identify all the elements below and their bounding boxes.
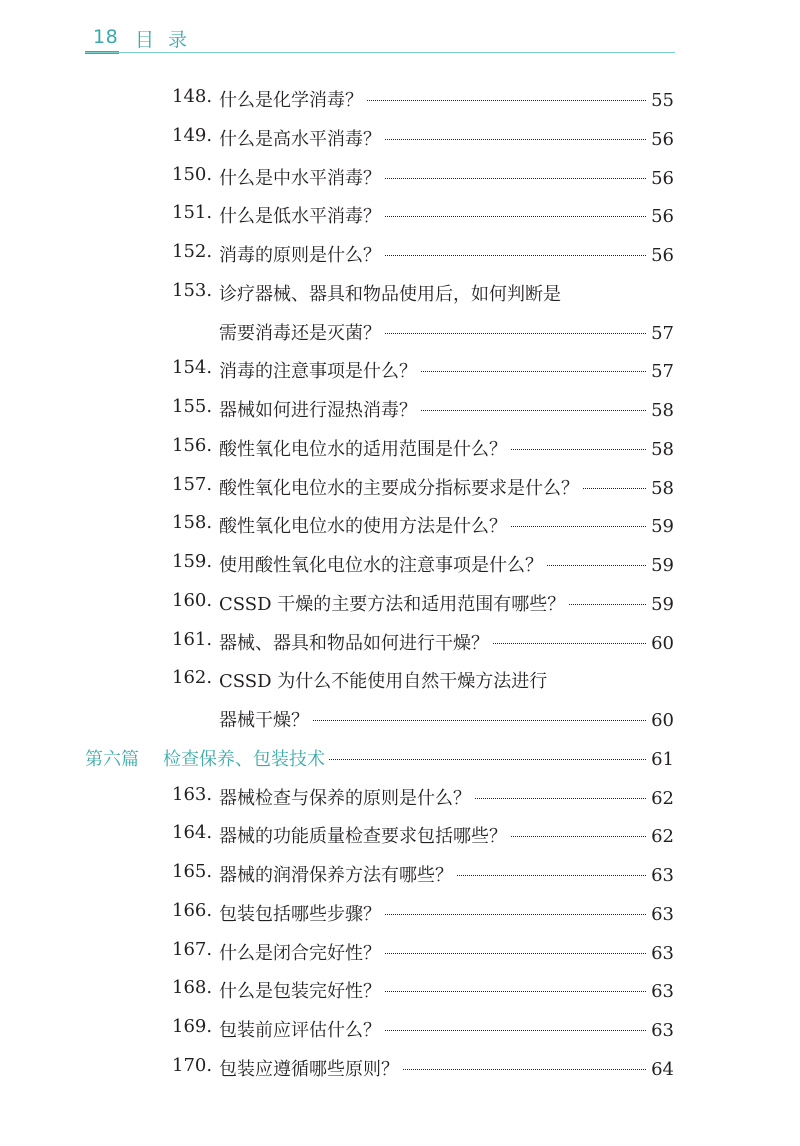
entry-page: 59 <box>651 516 674 538</box>
dot-leader <box>329 759 646 760</box>
header-title: 目录 <box>135 29 202 51</box>
toc-entry <box>0 390 800 429</box>
dot-leader <box>403 1069 646 1070</box>
entry-title: 什么是低水平消毒？ <box>219 206 381 228</box>
entry-page: 60 <box>651 710 674 731</box>
entry-title: 器械的润滑保养方法有哪些？ <box>219 865 453 886</box>
entry-title: 器械的功能质量检查要求包括哪些？ <box>219 826 507 848</box>
dot-leader <box>385 333 646 334</box>
section-label: 第六篇 <box>85 748 139 770</box>
toc-entry <box>0 274 800 313</box>
toc-entry <box>0 623 800 662</box>
entry-line <box>219 900 674 926</box>
entry-title: 消毒的原则是什么？ <box>219 245 381 266</box>
entry-line <box>219 86 674 112</box>
entry-number: 167. <box>172 938 213 960</box>
section-page: 61 <box>651 748 674 770</box>
entry-number: 159. <box>172 551 213 572</box>
entry-title: 包装前应评估什么？ <box>219 1020 381 1041</box>
section-title: 检查保养、包装技术 <box>163 748 325 770</box>
toc-entry <box>0 1010 800 1049</box>
entry-line <box>219 202 674 228</box>
entry-line <box>219 667 674 693</box>
toc-entry <box>0 661 800 700</box>
toc-entry <box>0 778 800 817</box>
table-of-contents <box>0 80 800 1088</box>
entry-number: 169. <box>172 1016 213 1037</box>
dot-leader <box>313 720 646 721</box>
entry-line <box>219 939 674 965</box>
header-rule <box>85 52 675 53</box>
entry-line <box>219 241 674 267</box>
dot-leader <box>475 798 646 799</box>
dot-leader <box>385 914 646 915</box>
toc-entry <box>0 971 800 1010</box>
toc-entry <box>0 545 800 584</box>
toc-entry <box>0 80 800 119</box>
entry-number: 152. <box>172 241 213 262</box>
dot-leader <box>457 875 646 876</box>
entry-page: 56 <box>651 245 674 266</box>
dot-leader <box>385 1030 646 1031</box>
section-line <box>85 745 674 771</box>
page-header <box>85 22 675 54</box>
entry-number: 158. <box>172 512 213 534</box>
toc-entry <box>0 933 800 972</box>
entry-page: 63 <box>651 981 674 1003</box>
entry-page: 57 <box>651 322 674 344</box>
entry-title: 使用酸性氧化电位水的注意事项是什么？ <box>219 555 543 576</box>
toc-entry <box>0 1049 800 1088</box>
entry-number: 157. <box>172 473 213 495</box>
toc-entry <box>0 894 800 933</box>
entry-number: 149. <box>172 124 213 146</box>
entry-title: CSSD 干燥的主要方法和适用范围有哪些？ <box>219 593 566 615</box>
entry-number: 156. <box>172 434 213 456</box>
entry-title: CSSD 为什么不能使用自然干燥方法进行 <box>219 671 548 693</box>
entry-page: 62 <box>651 826 674 848</box>
entry-number: 168. <box>172 977 213 999</box>
entry-line <box>219 590 674 616</box>
entry-line <box>219 1016 674 1042</box>
entry-page: 58 <box>651 477 674 499</box>
entry-line <box>219 474 674 500</box>
entry-number: 148. <box>172 86 213 107</box>
dot-leader <box>385 178 646 179</box>
dot-leader <box>493 643 646 644</box>
entry-title: 酸性氧化电位水的适用范围是什么？ <box>219 438 507 460</box>
toc-entry-continuation <box>0 700 800 739</box>
toc-entry <box>0 468 800 507</box>
entry-number: 151. <box>172 202 213 224</box>
entry-page: 63 <box>651 903 674 925</box>
entry-page: 60 <box>651 632 674 654</box>
entry-page: 63 <box>651 1020 674 1041</box>
dot-leader <box>367 100 646 101</box>
entry-title-continuation: 器械干燥？ <box>219 710 309 731</box>
entry-page: 63 <box>651 942 674 964</box>
entry-number: 162. <box>172 667 213 689</box>
toc-entry <box>0 196 800 235</box>
entry-line <box>219 125 674 151</box>
entry-line <box>219 164 674 190</box>
entry-number: 160. <box>172 589 213 611</box>
entry-page: 63 <box>651 865 674 886</box>
entry-title: 诊疗器械、器具和物品使用后，如何判断是 <box>219 283 561 305</box>
dot-leader <box>511 836 646 837</box>
entry-page: 64 <box>651 1058 674 1080</box>
entry-number: 154. <box>172 357 213 379</box>
entry-page: 56 <box>651 128 674 150</box>
entry-title: 酸性氧化电位水的主要成分指标要求是什么？ <box>219 477 579 499</box>
dot-leader <box>385 953 646 954</box>
entry-title: 包装包括哪些步骤？ <box>219 903 381 925</box>
toc-entry <box>0 119 800 158</box>
entry-number: 153. <box>172 279 213 301</box>
entry-number: 166. <box>172 899 213 921</box>
entry-line <box>219 396 674 422</box>
entry-title: 什么是高水平消毒？ <box>219 128 381 150</box>
entry-line <box>219 357 674 383</box>
toc-entry <box>0 506 800 545</box>
dot-leader <box>421 371 646 372</box>
toc-entry <box>0 235 800 274</box>
entry-line <box>219 319 674 345</box>
entry-line <box>219 977 674 1003</box>
entry-title: 器械检查与保养的原则是什么？ <box>219 787 471 809</box>
toc-entry <box>0 351 800 390</box>
entry-number: 165. <box>172 861 213 882</box>
toc-section <box>0 739 800 778</box>
toc-entry <box>0 816 800 855</box>
entry-line <box>219 629 674 655</box>
entry-line <box>219 512 674 538</box>
entry-line <box>219 551 674 577</box>
dot-leader <box>385 255 646 256</box>
toc-entry <box>0 429 800 468</box>
entry-page: 57 <box>651 361 674 383</box>
entry-line <box>219 706 674 732</box>
entry-number: 161. <box>172 628 213 650</box>
entry-line <box>219 435 674 461</box>
toc-entry <box>0 158 800 197</box>
entry-title-continuation: 需要消毒还是灭菌？ <box>219 322 381 344</box>
dot-leader <box>385 139 646 140</box>
page-number: 18 <box>93 26 119 48</box>
dot-leader <box>547 565 646 566</box>
entry-number: 150. <box>172 163 213 185</box>
entry-title: 消毒的注意事项是什么？ <box>219 361 417 383</box>
entry-page: 59 <box>651 593 674 615</box>
entry-page: 62 <box>651 787 674 809</box>
entry-line <box>219 280 674 306</box>
toc-entry-continuation <box>0 313 800 352</box>
dot-leader <box>421 410 646 411</box>
dot-leader <box>569 604 646 605</box>
entry-title: 什么是化学消毒？ <box>219 90 363 111</box>
entry-title: 什么是闭合完好性？ <box>219 942 381 964</box>
dot-leader <box>385 991 646 992</box>
entry-title: 什么是包装完好性？ <box>219 981 381 1003</box>
dot-leader <box>511 449 646 450</box>
toc-entry <box>0 855 800 894</box>
entry-page: 58 <box>651 400 674 421</box>
entry-line <box>219 861 674 887</box>
entry-title: 器械如何进行湿热消毒？ <box>219 400 417 421</box>
entry-title: 什么是中水平消毒？ <box>219 167 381 189</box>
entry-page: 56 <box>651 167 674 189</box>
entry-number: 155. <box>172 396 213 417</box>
entry-title: 酸性氧化电位水的使用方法是什么？ <box>219 516 507 538</box>
entry-number: 164. <box>172 822 213 844</box>
entry-number: 163. <box>172 783 213 805</box>
entry-line <box>219 784 674 810</box>
entry-line <box>219 1055 674 1081</box>
entry-line <box>219 822 674 848</box>
dot-leader <box>385 216 646 217</box>
entry-page: 56 <box>651 206 674 228</box>
dot-leader <box>583 488 646 489</box>
entry-page: 55 <box>651 90 674 111</box>
toc-entry <box>0 584 800 623</box>
entry-title: 器械、器具和物品如何进行干燥？ <box>219 632 489 654</box>
dot-leader <box>511 526 646 527</box>
entry-title: 包装应遵循哪些原则？ <box>219 1058 399 1080</box>
entry-number: 170. <box>172 1054 213 1076</box>
entry-page: 58 <box>651 438 674 460</box>
entry-page: 59 <box>651 555 674 576</box>
